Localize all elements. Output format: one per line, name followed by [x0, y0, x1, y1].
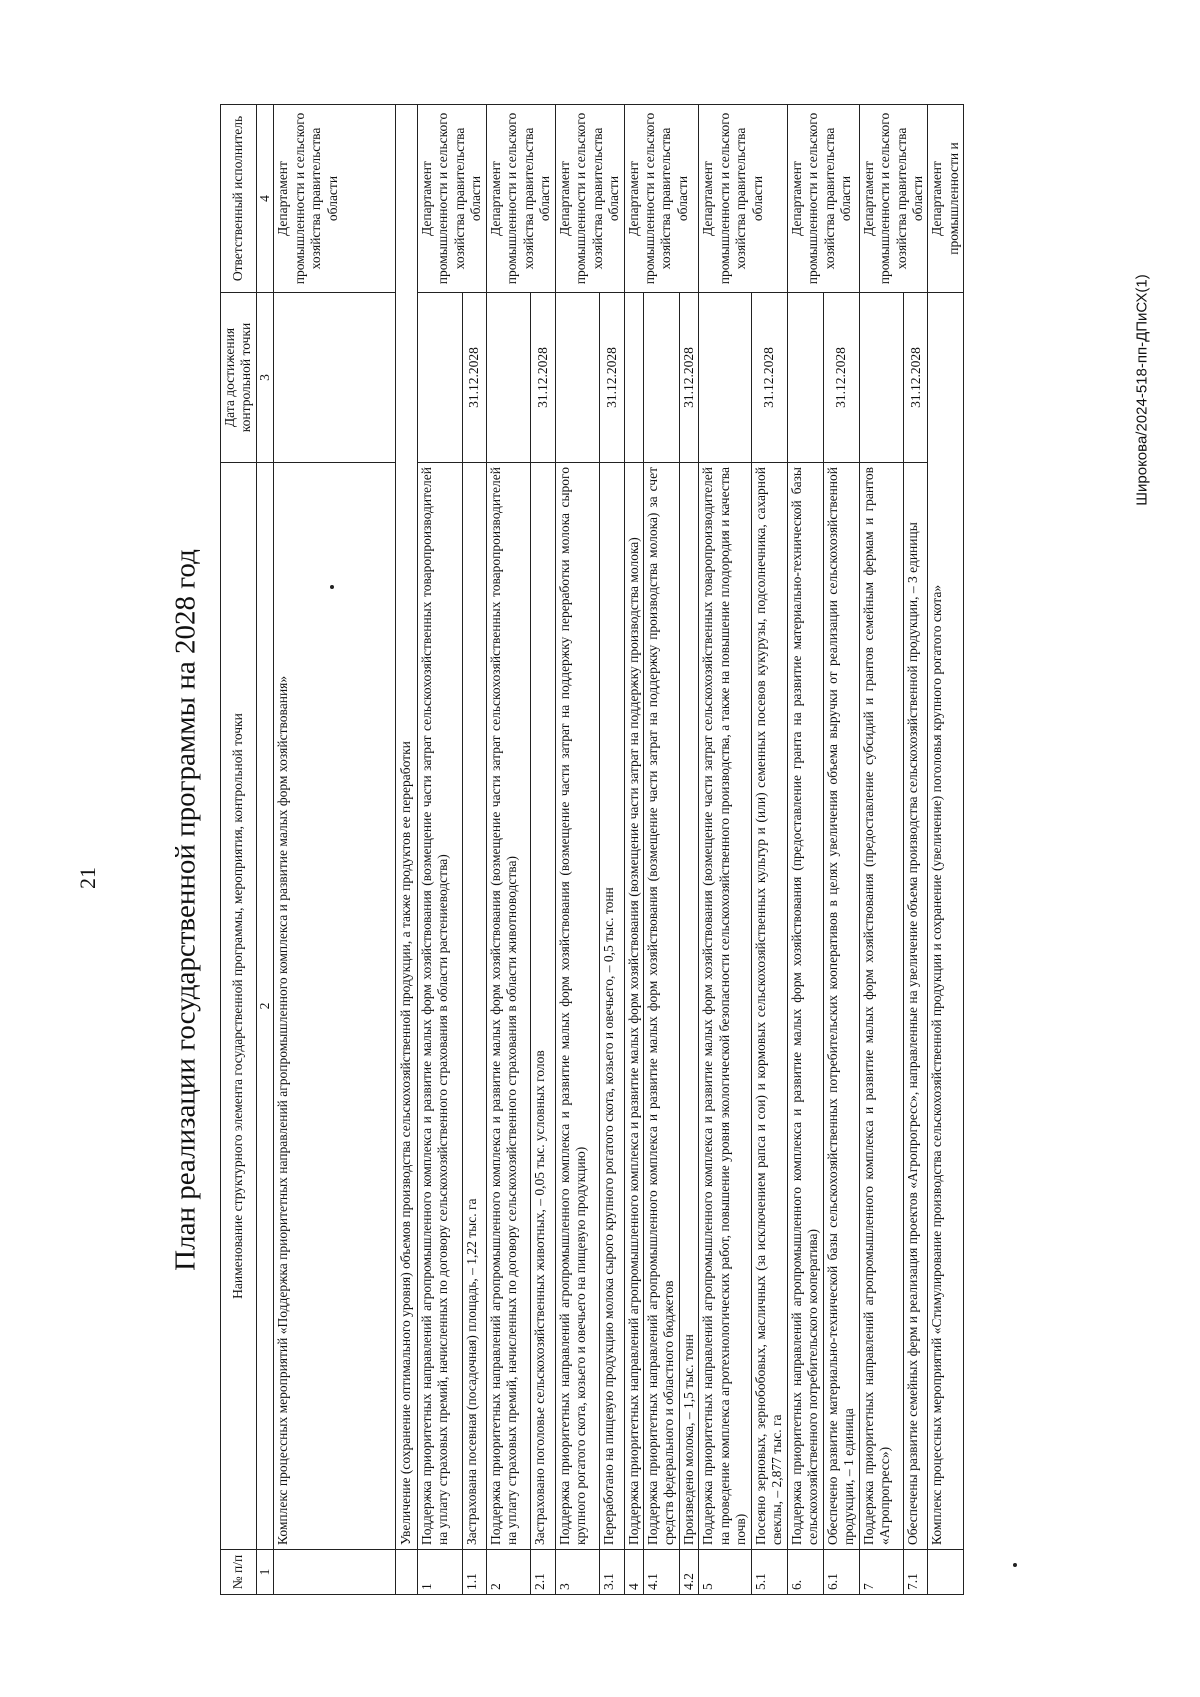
row-number: 1.1	[462, 1550, 486, 1595]
column-number-row	[256, 105, 273, 1595]
row-date: 31.12.2028	[751, 293, 787, 463]
row-number: 7.1	[904, 1550, 928, 1595]
row-responsible: Департамент промышленности и сельского хозяйства правительства области	[555, 105, 624, 293]
row-name: Поддержка приоритетных направлений агропромышленного комплекса и развитие малых форм хозяйствования (возмещение части затрат на поддержку производства молока)	[624, 463, 643, 1550]
table-row	[462, 105, 486, 1595]
row-responsible: Департамент промышленности и сельского хозяйства правительства области	[624, 105, 699, 293]
row-number: 5.1	[751, 1550, 787, 1595]
table-row	[699, 105, 751, 1595]
row-name: Застрахована посевная (посадочная) площадь, – 1,22 тыс. га	[462, 463, 486, 1550]
row-name: Застраховано поголовье сельскохозяйственных животных, – 0,05 тыс. условных голов	[531, 463, 555, 1550]
page-title: План реализации государственной программы на 2028 год	[169, 549, 202, 1271]
row-date: 31.12.2028	[823, 293, 859, 463]
row-name: Обеспечены развитие семейных ферм и реализация проектов «Агропрогресс», направленные на увеличение объема производства сельскохозяйственной продукции, – 3 единицы	[904, 463, 928, 1550]
row-name: Увеличение (сохранение оптимального уровня) объемов производства сельскохозяйственной продукции, а также продуктов ее переработки	[396, 105, 417, 1550]
row-number: 4.1	[643, 1550, 679, 1595]
header-name: Наименование структурного элемента государственной программы, мероприятия, контрольной точки	[221, 463, 257, 1550]
row-date	[859, 293, 904, 463]
table-row	[928, 105, 964, 1595]
column-number: 3	[256, 293, 273, 463]
table-row	[486, 105, 531, 1595]
column-number: 2	[256, 463, 273, 1550]
row-date	[417, 293, 462, 463]
row-date	[699, 293, 751, 463]
table-row	[859, 105, 904, 1595]
column-number: 1	[256, 1550, 273, 1595]
table-row	[751, 105, 787, 1595]
row-number	[928, 1550, 964, 1595]
row-number: 6.	[787, 1550, 823, 1595]
header-num: № п/п	[221, 1550, 257, 1595]
row-name: Поддержка приоритетных направлений агропромышленного комплекса и развитие малых форм хозяйствования (возмещение части затрат на поддержку производства молока) за счет средств федерального и областного бюджетов	[643, 463, 679, 1550]
row-name: Поддержка приоритетных направлений агропромышленного комплекса и развитие малых форм хозяйствования (возмещение части затрат сельскохозяйственных товаропроизводителей на уплату страховых премий, начисленных по договору сельскохозяйственного страхования в области животноводства)	[486, 463, 531, 1550]
document-footer-code: Широкова/2024-518-пп-ДПиСХ(1)	[1133, 274, 1151, 506]
row-date: 31.12.2028	[679, 293, 698, 463]
row-name: Обеспечено развитие материально-технической базы сельскохозяйственных потребительских кооперативов в целях увеличения объема выручки от реализации сельскохозяйственной продукции, – 1 единица	[823, 463, 859, 1550]
header-responsible: Ответственный исполнитель	[221, 105, 257, 293]
row-number: 4	[624, 1550, 643, 1595]
row-date: 31.12.2028	[531, 293, 555, 463]
row-name: Комплекс процессных мероприятий «Стимулирование производства сельскохозяйственной продукции и сохранение (увеличение) поголовья крупного рогатого скота»	[928, 293, 964, 1550]
table-row	[555, 105, 600, 1595]
row-number: 6.1	[823, 1550, 859, 1595]
row-number	[274, 1550, 396, 1595]
row-name: Поддержка приоритетных направлений агропромышленного комплекса и развитие малых форм хозяйствования (предоставление гранта на развитие материально-технической базы сельскохозяйственного потребительского кооператива)	[787, 463, 823, 1550]
row-date	[555, 293, 600, 463]
row-date	[486, 293, 531, 463]
row-date: 31.12.2028	[462, 293, 486, 463]
table-header-row	[221, 105, 257, 1595]
row-number	[396, 1550, 417, 1595]
page-number: 21	[75, 867, 100, 889]
row-date	[787, 293, 823, 463]
table-row	[417, 105, 462, 1595]
row-number: 5	[699, 1550, 751, 1595]
column-number: 4	[256, 105, 273, 293]
row-number: 2.1	[531, 1550, 555, 1595]
table-row	[600, 105, 624, 1595]
row-date	[274, 293, 396, 463]
plan-table-container	[220, 105, 1100, 1595]
table-row	[624, 105, 643, 1595]
plan-table	[220, 104, 964, 1595]
row-number: 3	[555, 1550, 600, 1595]
table-row	[531, 105, 555, 1595]
row-date	[643, 293, 679, 463]
row-responsible: Департамент промышленности и сельского хозяйства правительства области	[486, 105, 555, 293]
table-row	[643, 105, 679, 1595]
row-responsible: Департамент промышленности и сельского хозяйства правительства области	[274, 105, 396, 293]
row-name: Комплекс процессных мероприятий «Поддержка приоритетных направлений агропромышленного комплекса и развитие малых форм хозяйствования»	[274, 463, 396, 1550]
row-responsible: Департамент промышленности и сельского хозяйства правительства области	[699, 105, 787, 293]
row-name: Поддержка приоритетных направлений агропромышленного комплекса и развитие малых форм хозяйствования (возмещение части затрат на поддержку переработки молока сырого крупного рогатого скота, козьего и овечьего на пищевую продукцию)	[555, 463, 600, 1550]
row-number: 7	[859, 1550, 904, 1595]
header-date: Дата достижения контрольной точки	[221, 293, 257, 463]
row-number: 4.2	[679, 1550, 698, 1595]
row-number: 3.1	[600, 1550, 624, 1595]
row-number: 2	[486, 1550, 531, 1595]
row-date	[624, 293, 643, 463]
row-name: Произведено молока, – 1,5 тыс. тонн	[679, 463, 698, 1550]
table-row	[904, 105, 928, 1595]
row-date: 31.12.2028	[600, 293, 624, 463]
table-row	[274, 105, 396, 1595]
row-number: 1	[417, 1550, 462, 1595]
table-row-section	[396, 105, 417, 1595]
row-name: Поддержка приоритетных направлений агропромышленного комплекса и развитие малых форм хозяйствования (предоставление субсидий и грантов семейным фермам и грантов «Агропрогресс»)	[859, 463, 904, 1550]
table-row	[787, 105, 823, 1595]
row-responsible: Департамент промышленности и сельского хозяйства правительства области	[787, 105, 859, 293]
row-responsible: Департамент промышленности и сельского хозяйства правительства области	[859, 105, 928, 293]
table-row	[679, 105, 698, 1595]
row-name: Посеяно зерновых, зернобобовых, масличных (за исключением рапса и сои) и кормовых сельскохозяйственных культур и (или) семенных посевов кукурузы, подсолнечника, сахарной свеклы, – 2,877 тыс. га	[751, 463, 787, 1550]
row-name: Поддержка приоритетных направлений агропромышленного комплекса и развитие малых форм хозяйствования (возмещение части затрат сельскохозяйственных товаропроизводителей на проведение комплекса агротехнологических работ, повышение уровня экологической безопасности сельскохозяйственного производства, а также на повышение плодородия и качества почв)	[699, 463, 751, 1550]
row-name: Поддержка приоритетных направлений агропромышленного комплекса и развитие малых форм хозяйствования (возмещение части затрат сельскохозяйственных товаропроизводителей на уплату страховых премий, начисленных по договору сельскохозяйственного страхования в области растениеводства)	[417, 463, 462, 1550]
row-responsible: Департамент промышленности и сельского хозяйства правительства области	[417, 105, 486, 293]
row-responsible: Департамент промышленности и	[928, 105, 964, 293]
row-name: Переработано на пищевую продукцию молока сырого крупного рогатого скота, козьего и овечьего, – 0,5 тыс. тонн	[600, 463, 624, 1550]
row-date: 31.12.2028	[904, 293, 928, 463]
table-row	[823, 105, 859, 1595]
